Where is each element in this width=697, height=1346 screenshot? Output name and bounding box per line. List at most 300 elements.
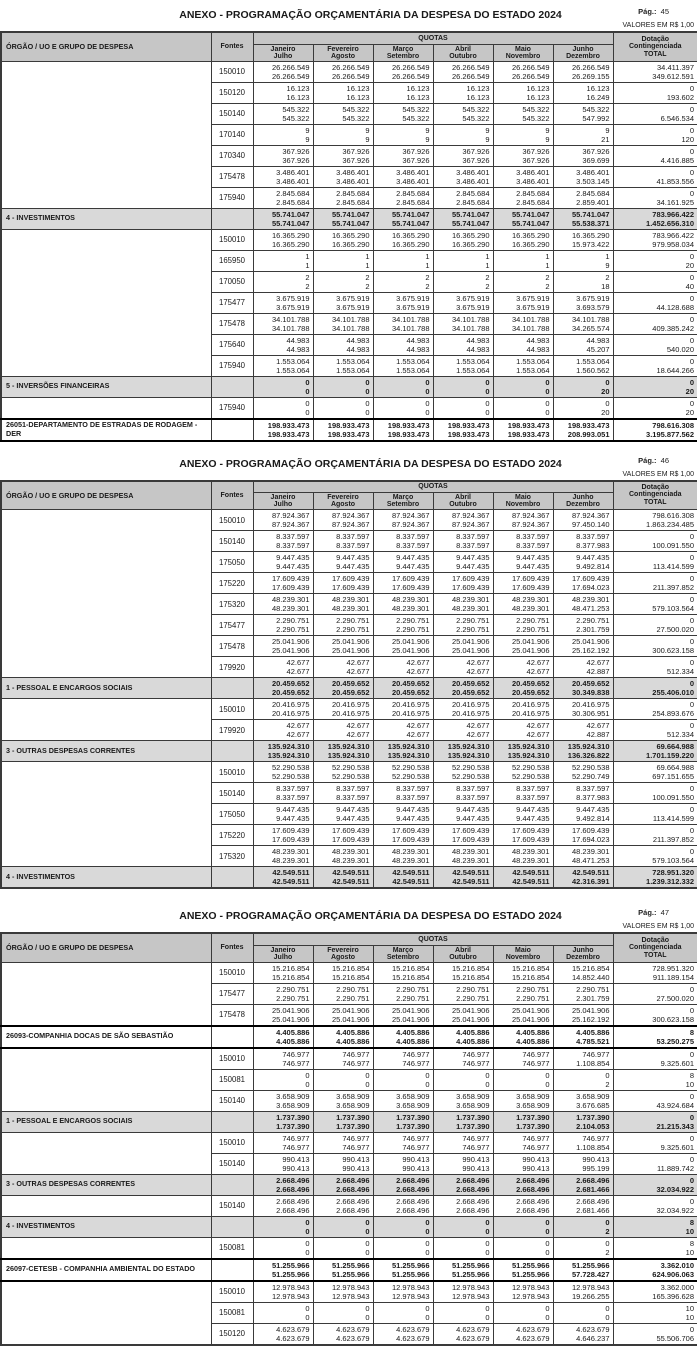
table-row xyxy=(1,187,697,208)
budget-table-47 xyxy=(0,932,697,1346)
quota-cell: 1.553.064 1.553.064 xyxy=(433,355,493,376)
quota-cell: 4.405.886 4.405.886 xyxy=(433,1026,493,1048)
quota-cell: 3.486.401 3.503.145 xyxy=(553,166,613,187)
total-cell: 8 10 xyxy=(613,1069,697,1090)
quota-cell: 135.924.310 135.924.310 xyxy=(253,741,313,762)
table-row xyxy=(1,124,697,145)
month-header: Fevereiro Agosto xyxy=(313,493,373,510)
fonte-cell: 179920 xyxy=(211,720,253,741)
quota-cell: 17.609.439 17.609.439 xyxy=(373,825,433,846)
orgao-label-cell xyxy=(1,762,211,783)
quota-cell: 55.741.047 55.741.047 xyxy=(493,208,553,229)
quota-cell: 198.933.473 198.933.473 xyxy=(493,419,553,441)
orgao-label-cell xyxy=(1,615,211,636)
quota-cell: 0 0 xyxy=(253,397,313,419)
total-cell: 0 254.893.676 xyxy=(613,699,697,720)
month-header: Janeiro Julho xyxy=(253,44,313,61)
quota-cell: 746.977 746.977 xyxy=(373,1132,433,1153)
total-cell: 0 113.414.599 xyxy=(613,804,697,825)
quota-cell: 12.978.943 12.978.943 xyxy=(313,1281,373,1303)
table-row xyxy=(1,145,697,166)
quota-cell: 20.416.975 20.416.975 xyxy=(433,699,493,720)
page-title: ANEXO - PROGRAMAÇÃO ORÇAMENTÁRIA DA DESPESA DO ESTADO 2024 xyxy=(179,910,562,922)
fonte-cell: 175478 xyxy=(211,1004,253,1026)
quota-cell: 4.405.886 4.405.886 xyxy=(373,1026,433,1048)
quota-cell: 87.924.367 87.924.367 xyxy=(373,510,433,531)
quota-cell: 2 2 xyxy=(253,271,313,292)
quota-cell: 87.924.367 87.924.367 xyxy=(433,510,493,531)
orgao-label-cell xyxy=(1,1132,211,1153)
quota-cell: 25.041.906 25.041.906 xyxy=(253,636,313,657)
col-header-quotas: QUOTAS xyxy=(253,481,613,493)
quota-cell: 0 20 xyxy=(553,376,613,397)
quota-cell: 990.413 990.413 xyxy=(313,1153,373,1174)
quota-cell: 17.609.439 17.609.439 xyxy=(433,825,493,846)
orgao-label-cell xyxy=(1,720,211,741)
fonte-cell xyxy=(211,1026,253,1048)
orgao-label-cell xyxy=(1,1153,211,1174)
quota-cell: 42.549.511 42.549.511 xyxy=(253,867,313,889)
month-header: Maio Novembro xyxy=(493,44,553,61)
table-row xyxy=(1,229,697,250)
quota-cell: 1 1 xyxy=(253,250,313,271)
quota-cell: 55.741.047 55.741.047 xyxy=(313,208,373,229)
col-header-orgao: ÓRGÃO / UO E GRUPO DE DESPESA xyxy=(1,481,211,510)
fonte-cell: 175940 xyxy=(211,355,253,376)
quota-cell: 8.337.597 8.337.597 xyxy=(313,783,373,804)
quota-cell: 15.216.854 15.216.854 xyxy=(433,962,493,983)
quota-cell: 2.845.684 2.845.684 xyxy=(433,187,493,208)
orgao-label-cell xyxy=(1,1048,211,1070)
quota-cell: 1.553.064 1.560.562 xyxy=(553,355,613,376)
quota-cell: 26.266.549 26.266.549 xyxy=(373,61,433,82)
table-row xyxy=(1,983,697,1004)
table-row xyxy=(1,419,697,441)
quota-cell: 0 0 xyxy=(433,1302,493,1323)
quota-cell: 367.926 369.699 xyxy=(553,145,613,166)
quota-cell: 367.926 367.926 xyxy=(313,145,373,166)
quota-cell: 34.101.788 34.101.788 xyxy=(373,313,433,334)
page-section-46 xyxy=(0,454,697,890)
title-line xyxy=(0,906,697,920)
orgao-label-cell xyxy=(1,1090,211,1111)
total-cell: 10 10 xyxy=(613,1302,697,1323)
orgao-label-cell xyxy=(1,229,211,250)
quota-cell: 48.239.301 48.239.301 xyxy=(493,846,553,867)
quota-cell: 17.609.439 17.694.023 xyxy=(553,573,613,594)
quota-cell: 44.983 44.983 xyxy=(253,334,313,355)
quota-cell: 2.845.684 2.859.401 xyxy=(553,187,613,208)
quota-cell: 3.658.909 3.658.909 xyxy=(253,1090,313,1111)
quota-cell: 2.668.496 2.668.496 xyxy=(373,1195,433,1216)
quota-cell: 42.677 42.677 xyxy=(493,657,553,678)
orgao-label-cell xyxy=(1,292,211,313)
quota-cell: 9.447.435 9.447.435 xyxy=(313,552,373,573)
orgao-label-cell: 4 - INVESTIMENTOS xyxy=(1,1216,211,1237)
quota-cell: 3.658.909 3.658.909 xyxy=(373,1090,433,1111)
quota-cell: 48.239.301 48.239.301 xyxy=(433,594,493,615)
fonte-cell: 175477 xyxy=(211,983,253,1004)
total-cell: 0 32.034.922 xyxy=(613,1195,697,1216)
values-note: VALORES EM R$ 1,00 xyxy=(622,923,694,930)
quota-cell: 2.290.751 2.290.751 xyxy=(373,615,433,636)
quota-cell: 42.549.511 42.549.511 xyxy=(313,867,373,889)
quota-cell: 15.216.854 15.216.854 xyxy=(373,962,433,983)
quota-cell: 0 0 xyxy=(553,1302,613,1323)
orgao-label-cell xyxy=(1,657,211,678)
quota-cell: 990.413 990.413 xyxy=(253,1153,313,1174)
quota-cell: 135.924.310 135.924.310 xyxy=(433,741,493,762)
page-value: 47 xyxy=(660,908,669,917)
quota-cell: 26.266.549 26.266.549 xyxy=(433,61,493,82)
table-row xyxy=(1,804,697,825)
fonte-cell: 150010 xyxy=(211,1281,253,1303)
month-header: Março Setembro xyxy=(373,945,433,962)
total-cell: 0 9.325.601 xyxy=(613,1132,697,1153)
total-cell: 0 512.334 xyxy=(613,657,697,678)
table-row xyxy=(1,1323,697,1345)
quota-cell: 42.677 42.887 xyxy=(553,720,613,741)
fonte-cell: 175220 xyxy=(211,573,253,594)
quota-cell: 1.737.390 1.737.390 xyxy=(493,1111,553,1132)
quota-cell: 87.924.367 87.924.367 xyxy=(253,510,313,531)
orgao-label-cell xyxy=(1,187,211,208)
table-row xyxy=(1,1174,697,1195)
quota-cell: 0 0 xyxy=(373,1237,433,1259)
orgao-label-cell: 26093-COMPANHIA DOCAS DE SÃO SEBASTIÃO xyxy=(1,1026,211,1048)
quota-cell: 17.609.439 17.609.439 xyxy=(373,573,433,594)
quota-cell: 1.553.064 1.553.064 xyxy=(313,355,373,376)
quota-cell: 51.255.966 51.255.966 xyxy=(493,1259,553,1281)
quota-cell: 20.459.652 30.349.838 xyxy=(553,678,613,699)
quota-cell: 9.447.435 9.447.435 xyxy=(433,804,493,825)
total-cell: 0 20 xyxy=(613,397,697,419)
table-row xyxy=(1,1090,697,1111)
table-row xyxy=(1,741,697,762)
orgao-label-cell: 26051-DEPARTAMENTO DE ESTRADAS DE RODAGEM - DER xyxy=(1,419,211,441)
month-header: Janeiro Julho xyxy=(253,945,313,962)
quota-cell: 25.041.906 25.041.906 xyxy=(373,1004,433,1026)
orgao-label-cell xyxy=(1,846,211,867)
quota-cell: 42.677 42.677 xyxy=(373,657,433,678)
quota-cell: 9.447.435 9.447.435 xyxy=(493,804,553,825)
total-cell: 0 20 xyxy=(613,250,697,271)
quota-cell: 48.239.301 48.239.301 xyxy=(313,846,373,867)
quota-cell: 3.658.909 3.658.909 xyxy=(433,1090,493,1111)
table-row xyxy=(1,1026,697,1048)
fonte-cell: 179920 xyxy=(211,657,253,678)
orgao-label-cell xyxy=(1,573,211,594)
quota-cell: 746.977 1.108.854 xyxy=(553,1132,613,1153)
orgao-label-cell xyxy=(1,397,211,419)
quota-cell: 25.041.906 25.162.192 xyxy=(553,1004,613,1026)
quota-cell: 15.216.854 15.216.854 xyxy=(253,962,313,983)
fonte-cell: 150010 xyxy=(211,510,253,531)
quota-cell: 0 0 xyxy=(253,1302,313,1323)
page-number xyxy=(638,7,669,16)
quota-cell: 2 2 xyxy=(493,271,553,292)
quota-cell: 3.675.919 3.675.919 xyxy=(493,292,553,313)
quota-cell: 25.041.906 25.041.906 xyxy=(373,636,433,657)
quota-cell: 545.322 545.322 xyxy=(373,103,433,124)
table-row xyxy=(1,103,697,124)
fonte-cell xyxy=(211,1174,253,1195)
quota-cell: 545.322 545.322 xyxy=(433,103,493,124)
quota-cell: 20.459.652 20.459.652 xyxy=(433,678,493,699)
quota-cell: 0 0 xyxy=(433,1216,493,1237)
quota-cell: 2.845.684 2.845.684 xyxy=(373,187,433,208)
fonte-cell: 150010 xyxy=(211,962,253,983)
table-row xyxy=(1,962,697,983)
quota-cell: 198.933.473 208.993.051 xyxy=(553,419,613,441)
fonte-cell: 175320 xyxy=(211,846,253,867)
quota-cell: 746.977 746.977 xyxy=(493,1132,553,1153)
table-row xyxy=(1,867,697,889)
total-cell: 798.616.308 3.195.877.562 xyxy=(613,419,697,441)
quota-cell: 2.290.751 2.290.751 xyxy=(493,615,553,636)
orgao-label-cell xyxy=(1,124,211,145)
quota-cell: 42.549.511 42.549.511 xyxy=(493,867,553,889)
quota-cell: 26.266.549 26.269.155 xyxy=(553,61,613,82)
quota-cell: 990.413 990.413 xyxy=(493,1153,553,1174)
total-cell: 0 20 xyxy=(613,376,697,397)
quota-cell: 9 9 xyxy=(493,124,553,145)
quota-cell: 25.041.906 25.041.906 xyxy=(493,1004,553,1026)
quota-cell: 42.677 42.887 xyxy=(553,657,613,678)
quota-cell: 34.101.788 34.101.788 xyxy=(493,313,553,334)
quota-cell: 51.255.966 57.728.427 xyxy=(553,1259,613,1281)
page-label: Pág.: xyxy=(638,455,657,465)
quota-cell: 8.337.597 8.337.597 xyxy=(253,531,313,552)
quota-cell: 0 0 xyxy=(493,1302,553,1323)
table-row xyxy=(1,678,697,699)
fonte-cell: 150010 xyxy=(211,1132,253,1153)
quota-cell: 20.459.652 20.459.652 xyxy=(373,678,433,699)
quota-cell: 9.447.435 9.447.435 xyxy=(313,804,373,825)
quota-cell: 1 1 xyxy=(493,250,553,271)
page-title: ANEXO - PROGRAMAÇÃO ORÇAMENTÁRIA DA DESPESA DO ESTADO 2024 xyxy=(179,457,562,470)
month-header: Junho Dezembro xyxy=(553,493,613,510)
quota-cell: 17.609.439 17.609.439 xyxy=(433,573,493,594)
quota-cell: 0 0 xyxy=(433,376,493,397)
fonte-cell: 175478 xyxy=(211,636,253,657)
total-cell: 0 6.546.534 xyxy=(613,103,697,124)
quota-cell: 25.041.906 25.041.906 xyxy=(493,636,553,657)
page-section-45 xyxy=(0,5,697,442)
quota-cell: 8.337.597 8.337.597 xyxy=(433,783,493,804)
quota-cell: 545.322 545.322 xyxy=(313,103,373,124)
quota-cell: 55.741.047 55.538.371 xyxy=(553,208,613,229)
table-row xyxy=(1,552,697,573)
table-row xyxy=(1,1069,697,1090)
quota-cell: 4.623.679 4.623.679 xyxy=(253,1323,313,1345)
quota-cell: 746.977 746.977 xyxy=(493,1048,553,1070)
quota-cell: 1.737.390 1.737.390 xyxy=(313,1111,373,1132)
total-cell: 0 300.623.158 xyxy=(613,1004,697,1026)
quota-cell: 1 1 xyxy=(433,250,493,271)
quota-cell: 25.041.906 25.041.906 xyxy=(313,1004,373,1026)
table-row xyxy=(1,250,697,271)
fonte-cell xyxy=(211,1216,253,1237)
quota-cell: 16.365.290 15.973.422 xyxy=(553,229,613,250)
orgao-label-cell xyxy=(1,804,211,825)
quota-cell: 4.623.679 4.623.679 xyxy=(313,1323,373,1345)
quota-cell: 51.255.966 51.255.966 xyxy=(253,1259,313,1281)
quota-cell: 4.623.679 4.623.679 xyxy=(493,1323,553,1345)
quota-cell: 2 2 xyxy=(433,271,493,292)
quota-cell: 42.549.511 42.549.511 xyxy=(373,867,433,889)
orgao-label-cell xyxy=(1,783,211,804)
total-cell: 0 32.034.922 xyxy=(613,1174,697,1195)
quota-cell: 9.447.435 9.447.435 xyxy=(253,804,313,825)
quota-cell: 44.983 44.983 xyxy=(313,334,373,355)
quota-cell: 746.977 746.977 xyxy=(433,1048,493,1070)
fonte-cell: 150081 xyxy=(211,1069,253,1090)
quota-cell: 2.668.496 2.668.496 xyxy=(493,1195,553,1216)
quota-cell: 17.609.439 17.609.439 xyxy=(253,825,313,846)
page-label: Pág.: xyxy=(638,908,657,917)
quota-cell: 198.933.473 198.933.473 xyxy=(373,419,433,441)
quota-cell: 3.675.919 3.675.919 xyxy=(313,292,373,313)
month-header: Abril Outubro xyxy=(433,493,493,510)
quota-cell: 42.677 42.677 xyxy=(493,720,553,741)
table-row xyxy=(1,208,697,229)
quota-cell: 51.255.966 51.255.966 xyxy=(313,1259,373,1281)
quota-cell: 42.677 42.677 xyxy=(433,657,493,678)
quota-cell: 9 9 xyxy=(253,124,313,145)
quota-cell: 8.337.597 8.337.597 xyxy=(493,783,553,804)
total-cell: 0 9.325.601 xyxy=(613,1048,697,1070)
quota-cell: 2.845.684 2.845.684 xyxy=(493,187,553,208)
table-row xyxy=(1,1216,697,1237)
quota-cell: 16.123 16.249 xyxy=(553,82,613,103)
orgao-label-cell xyxy=(1,636,211,657)
quota-cell: 42.549.511 42.316.391 xyxy=(553,867,613,889)
quota-cell: 2.845.684 2.845.684 xyxy=(253,187,313,208)
total-cell: 0 18.644.266 xyxy=(613,355,697,376)
fonte-cell: 170140 xyxy=(211,124,253,145)
quota-cell: 20.416.975 20.416.975 xyxy=(493,699,553,720)
col-header-orgao: ÓRGÃO / UO E GRUPO DE DESPESA xyxy=(1,933,211,962)
table-row xyxy=(1,510,697,531)
month-header: Março Setembro xyxy=(373,44,433,61)
quota-cell: 3.486.401 3.486.401 xyxy=(253,166,313,187)
quota-cell: 16.365.290 16.365.290 xyxy=(373,229,433,250)
fonte-cell xyxy=(211,419,253,441)
quota-cell: 8.337.597 8.337.597 xyxy=(373,531,433,552)
quota-cell: 44.983 44.983 xyxy=(433,334,493,355)
quota-cell: 20.416.975 20.416.975 xyxy=(313,699,373,720)
quota-cell: 48.239.301 48.239.301 xyxy=(313,594,373,615)
quota-cell: 367.926 367.926 xyxy=(253,145,313,166)
table-row xyxy=(1,531,697,552)
quota-cell: 48.239.301 48.471.253 xyxy=(553,846,613,867)
quota-cell: 20.459.652 20.459.652 xyxy=(253,678,313,699)
quota-cell: 1 1 xyxy=(313,250,373,271)
quota-cell: 44.983 44.983 xyxy=(493,334,553,355)
quota-cell: 8.337.597 8.377.983 xyxy=(553,531,613,552)
quota-cell: 52.290.538 52.290.538 xyxy=(493,762,553,783)
quota-cell: 8.337.597 8.337.597 xyxy=(313,531,373,552)
fonte-cell: 175050 xyxy=(211,804,253,825)
quota-cell: 545.322 545.322 xyxy=(493,103,553,124)
quota-cell: 367.926 367.926 xyxy=(433,145,493,166)
total-cell: 0 21.215.343 xyxy=(613,1111,697,1132)
quota-cell: 2.668.496 2.668.496 xyxy=(313,1174,373,1195)
quota-cell: 4.623.679 4.646.237 xyxy=(553,1323,613,1345)
quota-cell: 9.447.435 9.447.435 xyxy=(493,552,553,573)
quota-cell: 42.677 42.677 xyxy=(373,720,433,741)
quota-cell: 0 0 xyxy=(373,397,433,419)
table-row xyxy=(1,313,697,334)
total-cell: 69.664.988 1.701.159.220 xyxy=(613,741,697,762)
quota-cell: 52.290.538 52.290.538 xyxy=(433,762,493,783)
orgao-label-cell: 26097-CETESB - COMPANHIA AMBIENTAL DO ESTADO xyxy=(1,1259,211,1281)
quota-cell: 9.447.435 9.492.814 xyxy=(553,552,613,573)
orgao-label-cell xyxy=(1,250,211,271)
values-note: VALORES EM R$ 1,00 xyxy=(622,22,694,29)
quota-cell: 1.553.064 1.553.064 xyxy=(373,355,433,376)
quota-cell: 0 0 xyxy=(313,397,373,419)
quota-cell: 746.977 746.977 xyxy=(373,1048,433,1070)
orgao-label-cell xyxy=(1,825,211,846)
fonte-cell: 175477 xyxy=(211,292,253,313)
total-cell: 0 540.020 xyxy=(613,334,697,355)
quota-cell: 2.668.496 2.668.496 xyxy=(433,1174,493,1195)
fonte-cell: 175320 xyxy=(211,594,253,615)
quota-cell: 990.413 990.413 xyxy=(433,1153,493,1174)
quota-cell: 52.290.538 52.290.538 xyxy=(373,762,433,783)
quota-cell: 48.239.301 48.239.301 xyxy=(433,846,493,867)
fonte-cell xyxy=(211,208,253,229)
month-header: Março Setembro xyxy=(373,493,433,510)
quota-cell: 1.553.064 1.553.064 xyxy=(493,355,553,376)
budget-table-46 xyxy=(0,480,697,890)
quota-cell: 0 0 xyxy=(253,1069,313,1090)
fonte-cell: 150120 xyxy=(211,1323,253,1345)
col-header-dotacao: Dotação Contingenciada TOTAL xyxy=(613,32,697,61)
quota-cell: 2.290.751 2.290.751 xyxy=(493,983,553,1004)
fonte-cell: 150140 xyxy=(211,531,253,552)
quota-cell: 20.416.975 20.416.975 xyxy=(253,699,313,720)
total-cell: 69.664.988 697.151.655 xyxy=(613,762,697,783)
fonte-cell: 150140 xyxy=(211,783,253,804)
quota-cell: 2.290.751 2.290.751 xyxy=(313,983,373,1004)
orgao-label-cell xyxy=(1,1281,211,1303)
month-header: Fevereiro Agosto xyxy=(313,44,373,61)
quota-cell: 8.337.597 8.377.983 xyxy=(553,783,613,804)
quota-cell: 34.101.788 34.101.788 xyxy=(253,313,313,334)
fonte-cell: 170340 xyxy=(211,145,253,166)
total-cell: 0 27.500.020 xyxy=(613,615,697,636)
quota-cell: 8.337.597 8.337.597 xyxy=(493,531,553,552)
total-cell: 0 113.414.599 xyxy=(613,552,697,573)
month-header: Junho Dezembro xyxy=(553,44,613,61)
quota-cell: 42.677 42.677 xyxy=(253,720,313,741)
orgao-label-cell xyxy=(1,699,211,720)
quota-cell: 20.416.975 20.416.975 xyxy=(373,699,433,720)
quota-cell: 990.413 995.199 xyxy=(553,1153,613,1174)
orgao-label-cell xyxy=(1,61,211,82)
quota-cell: 9 9 xyxy=(373,124,433,145)
col-header-fontes: Fontes xyxy=(211,933,253,962)
quota-cell: 8.337.597 8.337.597 xyxy=(253,783,313,804)
orgao-label-cell xyxy=(1,103,211,124)
fonte-cell xyxy=(211,376,253,397)
total-cell: 8 10 xyxy=(613,1216,697,1237)
quota-cell: 8.337.597 8.337.597 xyxy=(373,783,433,804)
fonte-cell: 150010 xyxy=(211,61,253,82)
